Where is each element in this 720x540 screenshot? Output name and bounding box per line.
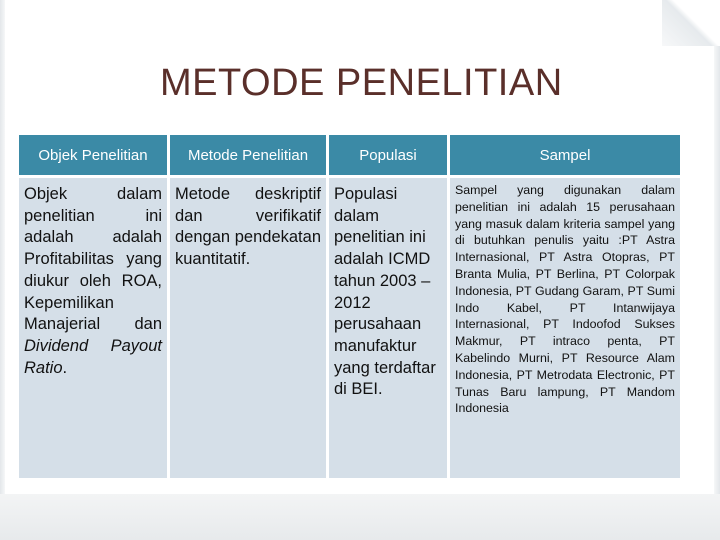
header-metode-penelitian: Metode Penelitian <box>170 135 326 175</box>
right-frame-border <box>714 0 720 540</box>
page-curl-decoration <box>662 0 720 46</box>
objek-text: Objek dalam penelitian ini adalah adalah Profitabilitas yang diukur oleh ROA, Kepemilikan Manajerial dan <box>24 185 162 334</box>
populasi-text: Populasi dalam penelitian ini adalah ICMD tahun 2003 – 2012 perusahaan manufaktur yang terdaftar di BEI. <box>334 185 436 399</box>
left-frame-border <box>0 0 5 540</box>
header-objek-penelitian: Objek Penelitian <box>19 135 167 175</box>
table-row <box>19 178 680 478</box>
bottom-decorative-band <box>0 494 720 540</box>
sampel-text: Sampel yang digunakan dalam penelitian ini adalah 15 perusahaan yang masuk dalam kriteria sampel yang di butuhkan penulis yaitu :PT Astra Internasional, PT Astra Otopras, PT Branta Mulia, PT Berlina, PT Colorpak Indonesia, PT Gudang Garam, PT Sumi Indo Kabel, PT Intanwijaya Internasional, PT Indoofod Sukses Makmur, PT intraco penta, PT Kabelindo Murni, PT Resource Alam Indonesia, PT Metrodata Electronic, PT Tunas Baru lampung, PT Mandom Indonesia <box>455 183 675 416</box>
header-sampel: Sampel <box>450 135 680 175</box>
cell-populasi <box>329 178 447 478</box>
cell-objek <box>19 178 167 478</box>
header-populasi: Populasi <box>329 135 447 175</box>
objek-end: . <box>62 358 68 377</box>
cell-sampel <box>450 178 680 478</box>
metode-text: Metode deskriptif dan verifikatif dengan pendekatan kuantitatif. <box>175 185 321 269</box>
table-header-row <box>19 135 680 175</box>
objek-italic-text: Dividend Payout Ratio <box>24 336 162 377</box>
research-method-table <box>16 132 683 481</box>
slide-title: METODE PENELITIAN <box>160 62 563 104</box>
cell-metode <box>170 178 326 478</box>
